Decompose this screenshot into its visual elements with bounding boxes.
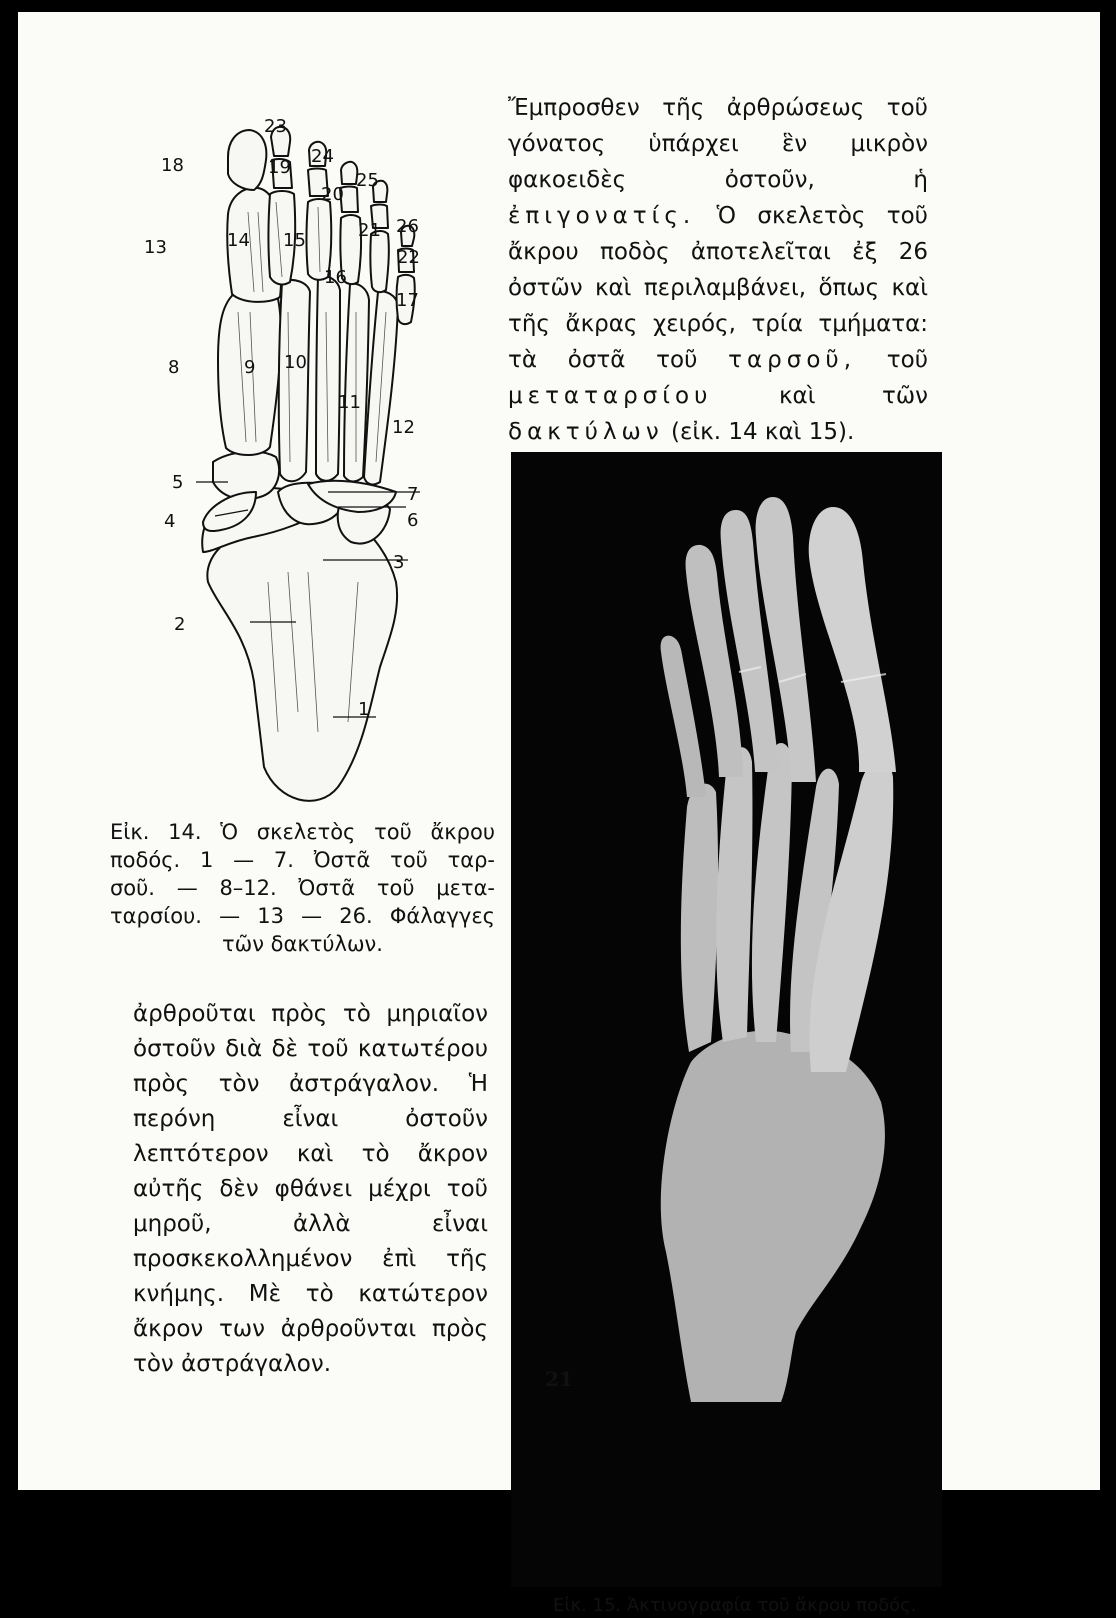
figure14-label: 10 xyxy=(284,352,307,373)
emphasis-term: ταρσοῦ, xyxy=(728,347,857,373)
figure14-label: 25 xyxy=(356,170,379,191)
figure14-label: 3 xyxy=(393,552,405,573)
figure14-label: 26 xyxy=(396,216,419,237)
figure14-label: 4 xyxy=(164,511,176,532)
figure14-label: 9 xyxy=(244,357,256,378)
left-column-text: ἀρθροῦται πρὸς τὸ μηριαῖον ὀστοῦν διὰ δὲ τοῦ κατωτέρου πρὸς τὸν ἀστράγαλον. Ἡ περόνη εἶναι ὀστοῦν λεπτότερον καὶ τὸ ἄκρον αὐτῆς δὲν φθάνει μέχρι τοῦ μηροῦ, ἀλλὰ εἶναι προσκεκολλημένον ἐπὶ τῆς κνήμης. Μὲ τὸ κατώτερον ἄκρον των ἀρθροῦνται πρὸς τὸν ἀστράγαλον. xyxy=(133,1001,488,1377)
figure14-label: 17 xyxy=(396,290,419,311)
emphasis-term: ἐπιγονατίς. xyxy=(508,203,696,229)
text-run: (εἰκ. 14 καὶ 15). xyxy=(663,419,855,445)
figure14-label: 13 xyxy=(144,237,167,258)
figure14-label: 20 xyxy=(321,184,344,205)
figure14-caption-line: τῶν δακτύλων. xyxy=(222,932,383,956)
figure14-label: 15 xyxy=(283,230,306,251)
figure14-label: 16 xyxy=(324,267,347,288)
book-page xyxy=(18,12,1100,1616)
foot-xray-image xyxy=(511,452,942,1587)
text-run: καὶ τῶν xyxy=(712,383,928,409)
figure14-label: 12 xyxy=(392,417,415,438)
figure14-label: 7 xyxy=(407,484,419,505)
figure14-caption-line: ποδός. 1 — 7. Ὀστᾶ τοῦ ταρ- xyxy=(110,848,495,872)
figure14-label: 24 xyxy=(311,146,334,167)
figure14-caption-line: ταρσίου. — 13 — 26. Φάλαγγες xyxy=(110,904,495,928)
text-run: τοῦ xyxy=(856,347,929,373)
figure14-label: 19 xyxy=(268,157,291,178)
figure14-label: 21 xyxy=(358,220,381,241)
figure14-label: 6 xyxy=(407,510,419,531)
figure14-caption-line: Εἰκ. 14. Ὁ σκελετὸς τοῦ ἄκρου xyxy=(110,820,495,844)
emphasis-term: δακτύλων xyxy=(508,419,664,445)
page-number: 21 xyxy=(545,1367,573,1391)
figure14-label: 14 xyxy=(227,230,250,251)
figure14-caption xyxy=(110,818,495,958)
figure14-label: 11 xyxy=(338,392,361,413)
figure14-label: 8 xyxy=(168,357,180,378)
figure14-label: 2 xyxy=(174,614,186,635)
figure14-label: 22 xyxy=(397,247,420,268)
figure14-label: 5 xyxy=(172,472,184,493)
text-run: Ἔμπροσθεν τῆς ἀρθρώσεως τοῦ γόνατος ὑπάρχει ἓν μικρὸν φακοειδὲς ὀστοῦν, ἡ xyxy=(508,95,928,193)
text-run: Ὁ σκελετὸς τοῦ ἄκρου ποδὸς ἀποτελεῖται ἐξ 26 ὀστῶν καὶ περιλαμβάνει, ὅπως καὶ τῆς ἄκρας χειρός, τρία τμήματα: τὰ ὀστᾶ τοῦ xyxy=(508,203,928,373)
figure14-label: 23 xyxy=(264,116,287,137)
figure14-caption-line: σοῦ. — 8–12. Ὀστᾶ τοῦ μετα- xyxy=(110,876,495,900)
figure15-caption: Εἰκ. 15. Ἀκτινογραφία τοῦ ἄκρου ποδός. xyxy=(553,1595,917,1616)
emphasis-term: μεταταρσίου xyxy=(508,383,713,409)
figure14-label: 18 xyxy=(161,155,184,176)
figure14-label: 1 xyxy=(358,699,370,720)
right-column-text xyxy=(508,90,928,450)
